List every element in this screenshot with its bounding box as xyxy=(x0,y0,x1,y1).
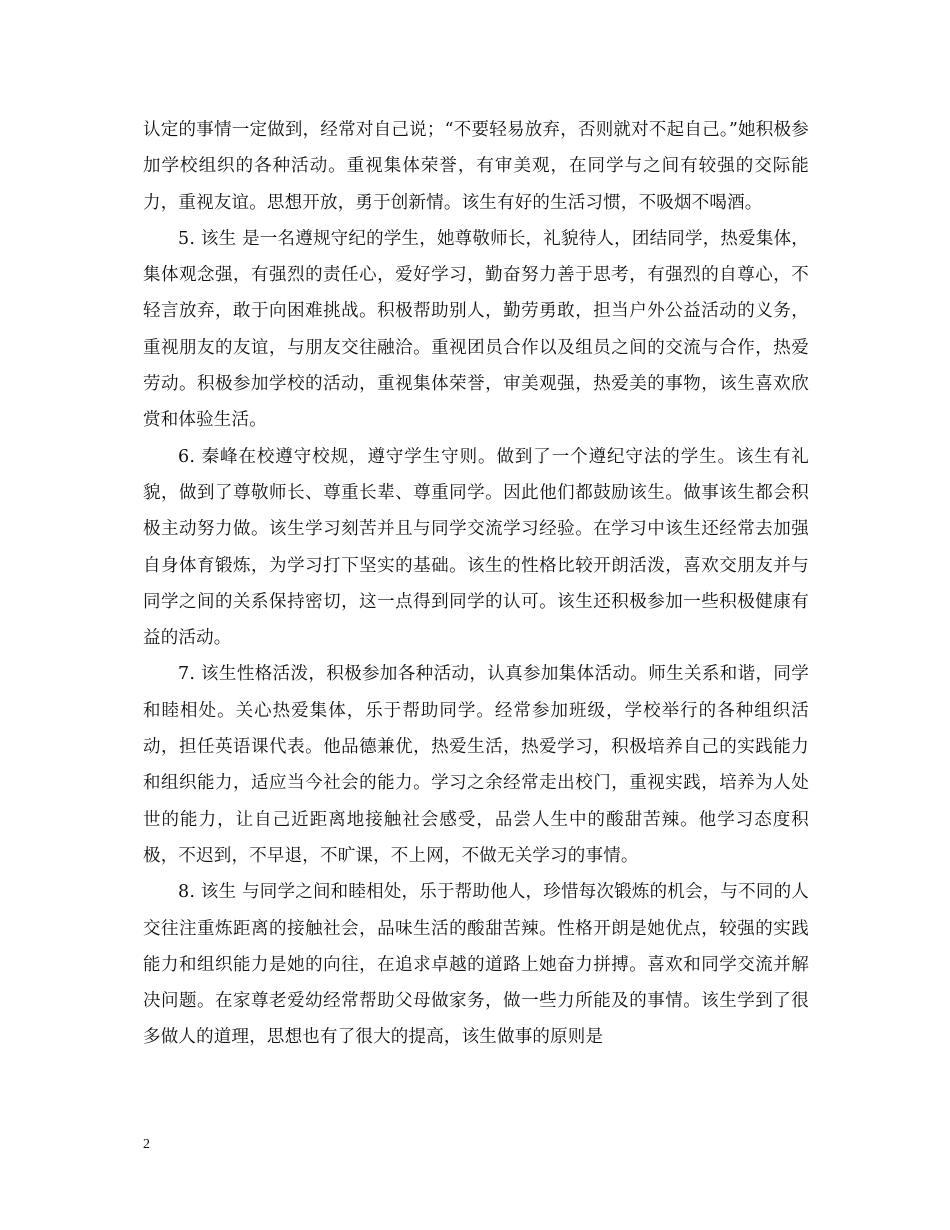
page-number: 2 xyxy=(143,1137,150,1152)
paragraph-item-7: 7. 该生性格活泼，积极参加各种活动，认真参加集体活动。师生关系和谐，同学和睦相处。关心热爱集体，乐于帮助同学。经常参加班级，学校举行的各种组织活动，担任英语课代表。他品德兼优，热爱生活，热爱学习，积极培养自己的实践能力和组织能力，适应当今社会的能力。学习之余经常走出校门，重视实践，培养为人处世的能力，让自己近距离地接触社会感受，品尝人生中的酸甜苦辣。他学习态度积极，不迟到，不早退，不旷课，不上网，不做无关学习的事情。 xyxy=(143,664,809,866)
paragraph-item-8: 8. 该生 与同学之间和睦相处，乐于帮助他人，珍惜每次锻炼的机会，与不同的人交往注重炼距离的接触社会，品味生活的酸甜苦辣。性格开朗是她优点，较强的实践能力和组织能力是她的向往，在追求卓越的道路上她奋力拼搏。喜欢和同学交流并解决问题。在家尊老爱幼经常帮助父母做家务，做一些力所能及的事情。该生学到了很多做人的道理，思想也有了很大的提高，该生做事的原则是 xyxy=(143,882,809,1048)
paragraph-item-6: 6. 秦峰在校遵守校规，遵守学生守则。做到了一个遵纪守法的学生。该生有礼貌，做到了尊敬师长、尊重长辈、尊重同学。因此他们都鼓励该生。做事该生都会积极主动努力做。该生学习刻苦并且与同学交流学习经验。在学习中该生还经常去加强自身体育锻炼，为学习打下坚实的基础。该生的性格比较开朗活泼，喜欢交朋友并与同学之间的关系保持密切，这一点得到同学的认可。该生还积极参加一些积极健康有益的活动。 xyxy=(143,446,809,649)
paragraph-item-5: 5. 该生 是一名遵规守纪的学生，她尊敬师长，礼貌待人，团结同学，热爱集体，集体观念强，有强烈的责任心，爱好学习，勤奋努力善于思考，有强烈的自尊心，不轻言放弃，敢于向困难挑战。积极帮助别人，勤劳勇敢，担当户外公益活动的义务，重视朋友的友谊，与朋友交往融洽。重视团员合作以及组员之间的交流与合作，热爱劳动。积极参加学校的活动，重视集体荣誉，审美观强，热爱美的事物，该生喜欢欣赏和体验生活。 xyxy=(143,228,809,431)
body-text xyxy=(143,112,809,1056)
paragraph-continued: 认定的事情一定做到，经常对自己说；“不要轻易放弃，否则就对不起自己。”她积极参加学校组织的各种活动。重视集体荣誉，有审美观，在同学与之间有较强的交际能力，重视友谊。思想开放，勇于创新情。该生有好的生活习惯，不吸烟不喝酒。 xyxy=(143,120,809,213)
